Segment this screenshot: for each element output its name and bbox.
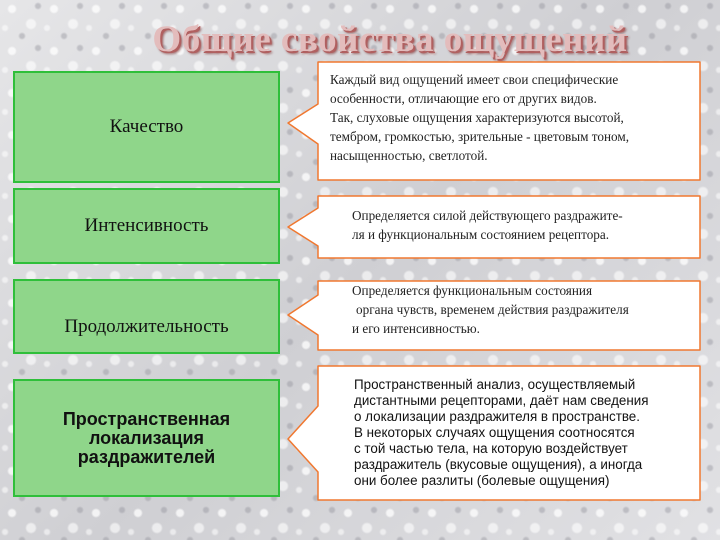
- property-name-line: локализация: [88, 427, 205, 448]
- property-name: Продолжительность: [64, 316, 229, 337]
- property-box-quality: [13, 71, 280, 183]
- description-text: Определяется силой действующего раздражите- ля и функциональным состоянием рецептора.: [352, 208, 623, 242]
- property-name-line: Пространственная: [62, 408, 231, 429]
- property-box-intensity: [13, 188, 280, 264]
- description-text: Определяется функциональным состояния органа чувств, временем действия раздражителя и его интенсивностью.: [352, 283, 629, 336]
- description-text: Пространственный анализ, осуществляемый дистантными рецепторами, даёт нам сведения о локализации раздражителя в пространстве. В некоторых случаях ощущения соотносятся с той частью тела, на которую воздействует раздражитель (вкусовые ощущения), а иногда они более разлиты (болевые ощущения): [354, 377, 649, 488]
- property-box-localization: [13, 379, 280, 497]
- property-name-line: раздражителей: [77, 446, 216, 467]
- description-callout-duration: [286, 279, 709, 352]
- property-name: Интенсивность: [84, 215, 209, 236]
- page-title: Общие свойства ощущений: [152, 19, 628, 60]
- description-callout-quality: [286, 60, 709, 182]
- description-text: Каждый вид ощущений имеет свои специфические особенности, отличающие его от других видов. Так, слуховые ощущения характеризуются высотой, тембром, громкостью, зрительные - цветовым тоном, насыщенностью, светлотой.: [330, 72, 629, 163]
- property-name: Качество: [109, 116, 184, 137]
- description-callout-localization: [286, 364, 709, 502]
- description-callout-intensity: [286, 194, 709, 260]
- property-box-duration: [13, 279, 280, 354]
